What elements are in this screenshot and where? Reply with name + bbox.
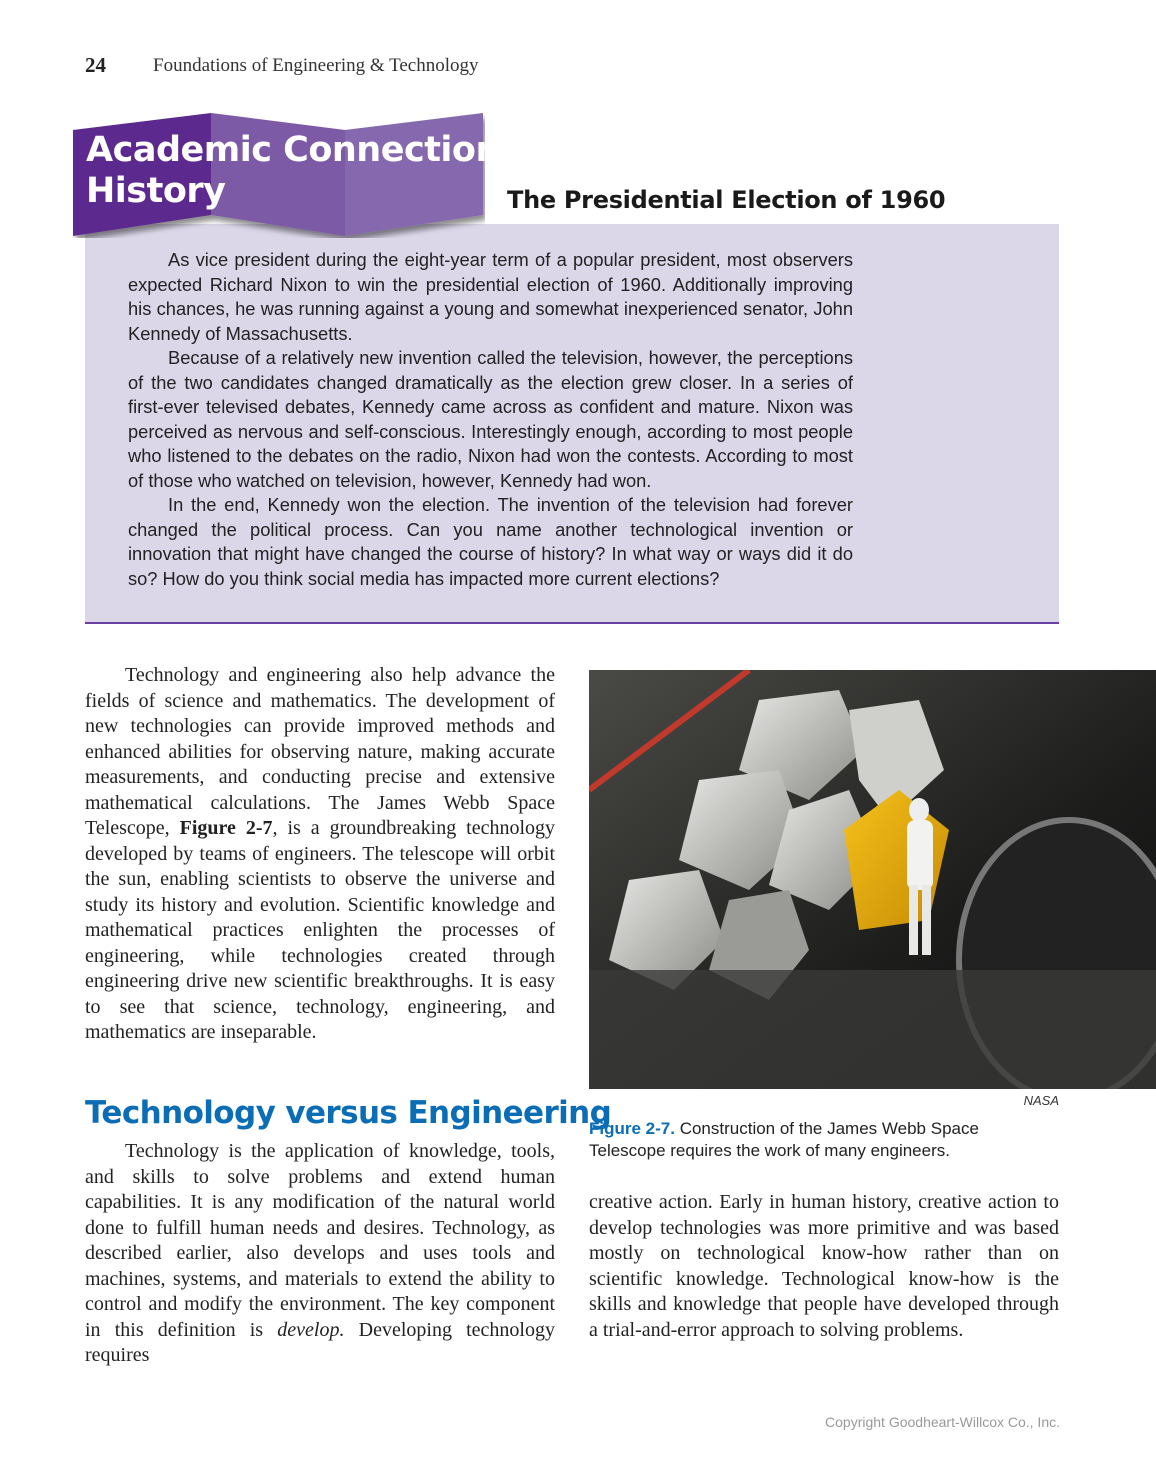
feature-paragraph: In the end, Kennedy won the election. The invention of the television had forever changed the political process. Can you name another technological invention or innovation that might have changed the course of history? In what way or ways did it do so? How do you think social media has impacted more current elections? — [128, 494, 853, 589]
caption-text: Construction of the James Webb Space Telescope requires the work of many engineers. — [589, 1119, 979, 1160]
telescope-photo — [589, 670, 1156, 1089]
page-number: 24 — [85, 53, 106, 77]
copyright: Copyright Goodheart-Willcox Co., Inc. — [825, 1414, 1060, 1430]
section-heading: Technology versus Engineering — [85, 1095, 612, 1131]
feature-paragraph: Because of a relatively new invention called the television, however, the perceptions of the two candidates changed dramatically as the election grew closer. In a series of first-ever televised debates, Kennedy came across as confident and mature. Nixon was perceived as nervous and self-conscious. Interestingly enough, according to most people who listened to the debates on the radio, Nixon had won the contests. According to most of those who watched on television, however, Kennedy had won. — [128, 347, 853, 491]
figure-label: Figure 2-7. — [589, 1119, 675, 1138]
feature-body — [128, 248, 853, 591]
banner-title — [86, 130, 513, 212]
body-paragraph-1 — [85, 663, 555, 1046]
text: Technology and engineering also help advance the fields of science and mathematics. The development of new technologies can provide improved methods and enhanced abilities for observing nature, making accurate measurements, and conducting precise and extensive mathematical calculations. The James Webb Space Telescope, — [85, 664, 555, 839]
text: Developing technology requires — [85, 1318, 555, 1366]
text: Technology is the application of knowledge, tools, and skills to solve problems and extend human capabilities. It is any modification of the natural world done to fulfill human needs and desires. Technology, as described earlier, also develops and uses tools and machines, systems, and materials to extend the ability to control and modify the environment. The key component in this definition is — [85, 1140, 555, 1341]
body-paragraph-3 — [589, 1190, 1059, 1343]
feature-title: The Presidential Election of 1960 — [507, 186, 946, 214]
emphasis: develop. — [277, 1318, 345, 1341]
figure-caption — [589, 1118, 1029, 1162]
text: , is a groundbreaking technology developed by teams of engineers. The telescope will orbit the sun, enabling scientists to observe the universe and study its history and evolution. Scientific knowledge and mathematical practices enlighten the processes of engineering, while technologies created through engineering drive new scientific breakthroughs. It is easy to see that science, technology, engineering, and mathematics are inseparable. — [85, 817, 556, 1043]
running-title: Foundations of Engineering & Technology — [153, 55, 479, 76]
banner-line-1: Academic Connection: — [86, 130, 514, 170]
photo-credit: NASA — [1023, 1093, 1059, 1108]
figure-reference: Figure 2-7 — [179, 817, 273, 839]
body-paragraph-2 — [85, 1139, 555, 1369]
text: creative action. Early in human history, creative action to develop technologies was more primitive and was based mostly on technological know-how rather than on scientific knowledge. Technological know-how is the skills and knowledge that people have developed through a trial-and-error approach to solving problems. — [589, 1191, 1059, 1341]
feature-paragraph: As vice president during the eight-year term of a popular president, most observers expected Richard Nixon to win the presidential election of 1960. Additionally improving his chances, he was running against a young and somewhat inexperienced senator, John Kennedy of Massachusetts. — [128, 249, 853, 344]
banner-line-2: History — [86, 171, 226, 211]
